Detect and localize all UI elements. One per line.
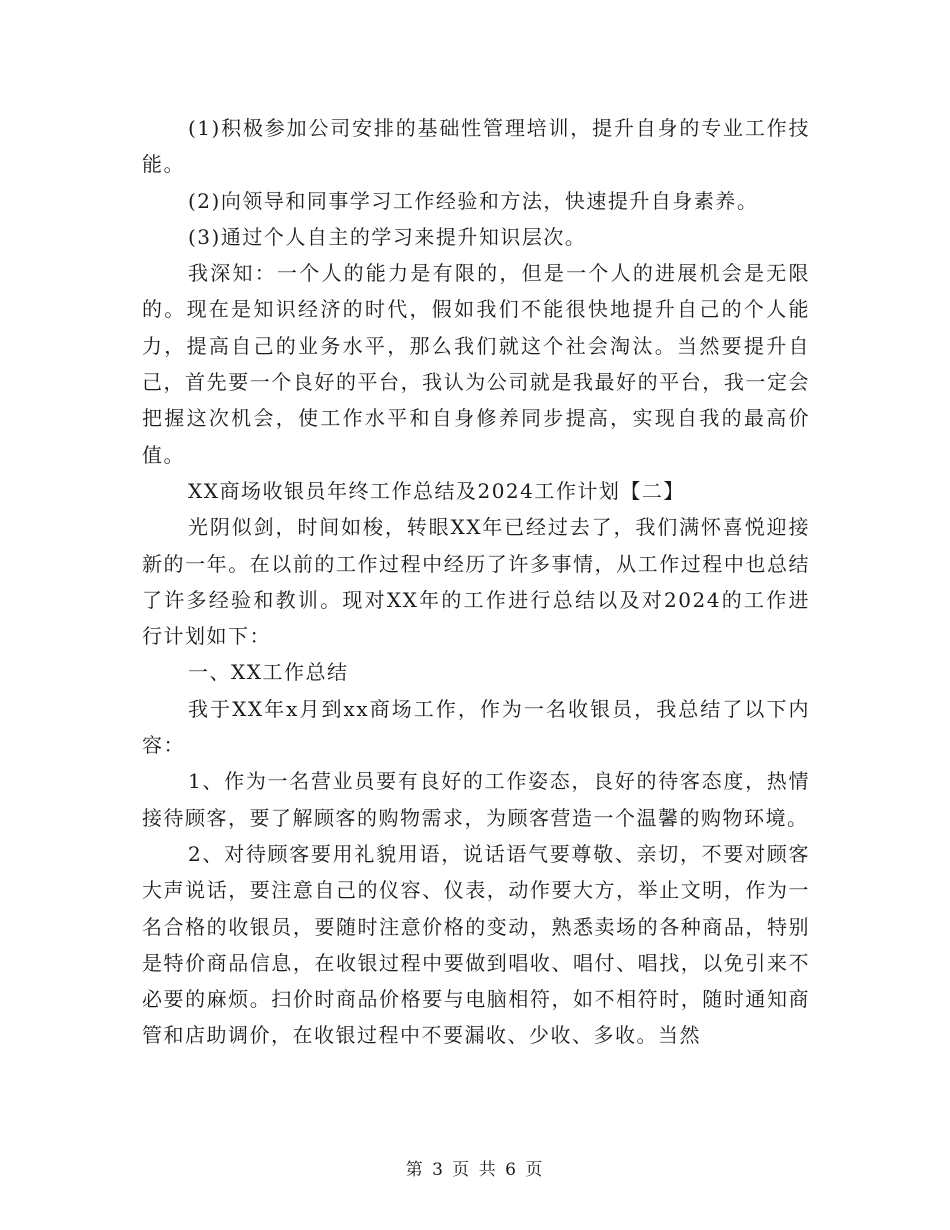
- paragraph-point-2: 2、对待顾客要用礼貌用语，说话语气要尊敬、亲切，不要对顾客大声说话，要注意自己的仪容、仪表，动作要大方，举止文明，作为一名合格的收银员，要随时注意价格的变动，熟悉卖场的各种商品，特别是特价商品信息，在收银过程中要做到唱收、唱付、唱找，以免引来不必要的麻烦。扫价时商品价格要与电脑相符，如不相符时，随时通知商管和店助调价，在收银过程中不要漏收、少收、多收。当然: [142, 841, 810, 1048]
- document-body: [142, 110, 810, 1054]
- paragraph-summary-intro: 我于XX年x月到xx商场工作，作为一名收银员，我总结了以下内容：: [142, 696, 810, 758]
- section-heading: XX商场收银员年终工作总结及2024工作计划【二】: [188, 478, 685, 503]
- subsection-heading: 一、XX工作总结: [188, 660, 349, 685]
- paragraph-reflection: 我深知：一个人的能力是有限的，但是一个人的进展机会是无限的。现在是知识经济的时代，假如我们不能很快地提升自己的个人能力，提高自己的业务水平，那么我们就这个社会淘汰。当然要提升自己，首先要一个良好的平台，我认为公司就是我最好的平台，我一定会把握这次机会，使工作水平和自身修养同步提高，实现自我的最高价值。: [142, 261, 810, 467]
- paragraph-training-3: (3)通过个人自主的学习来提升知识层次。: [188, 224, 587, 249]
- paragraph-point-1: 1、作为一名营业员要有良好的工作姿态，良好的待客态度，热情接待顾客，要了解顾客的购物需求，为顾客营造一个温馨的购物环境。: [142, 769, 810, 830]
- paragraph-intro: 光阴似剑，时间如梭，转眼XX年已经过去了，我们满怀喜悦迎接新的一年。在以前的工作过程中经历了许多事情，从工作过程中也总结了许多经验和教训。现对XX年的工作进行总结以及对2024的工作进行计划如下：: [142, 515, 810, 649]
- page-number-footer: 第 3 页 共 6 页: [405, 1160, 545, 1180]
- paragraph-training-2: (2)向领导和同事学习工作经验和方法，快速提升自身素养。: [188, 188, 759, 213]
- paragraph-training-1: (1)积极参加公司安排的基础性管理培训，提升自身的专业工作技能。: [142, 116, 810, 177]
